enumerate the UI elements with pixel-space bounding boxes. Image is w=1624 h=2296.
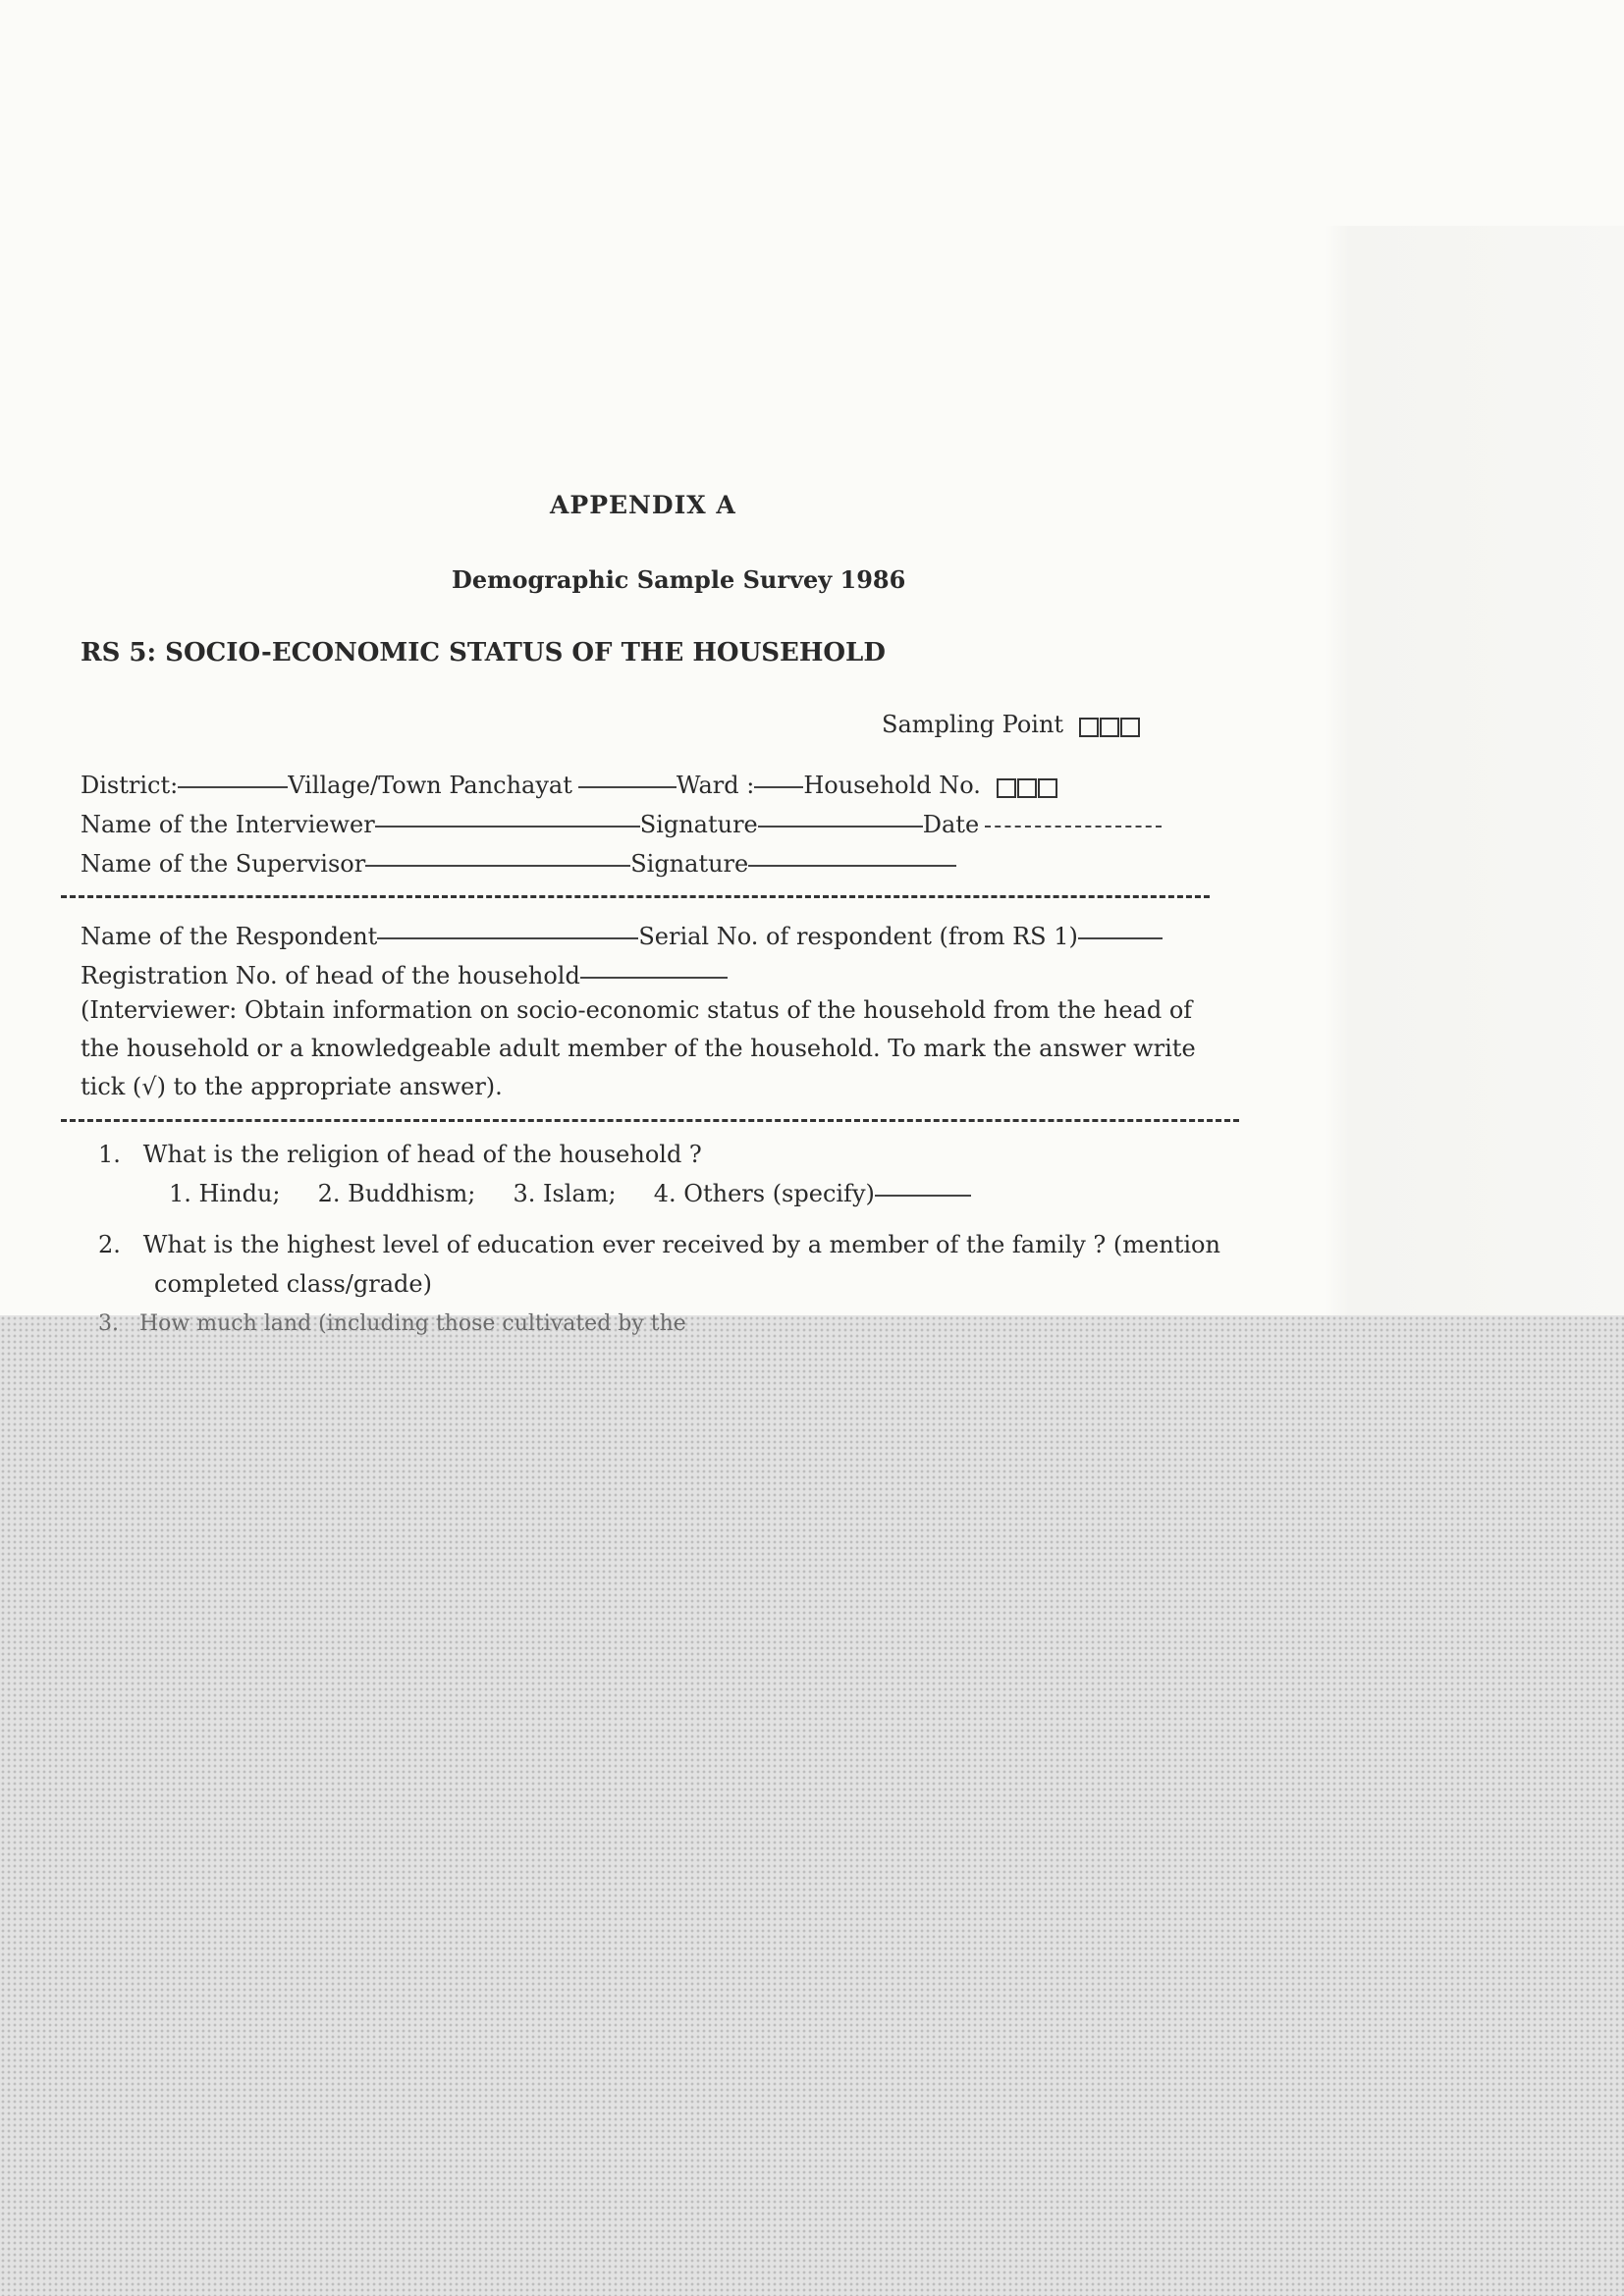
divider-1 <box>61 895 1210 898</box>
location-row <box>81 772 1058 801</box>
question-2-number: 2. <box>98 1231 121 1258</box>
question-1-number: 1. <box>98 1141 121 1168</box>
date-label: Date <box>922 811 980 838</box>
village-town-label: Village/Town Panchayat <box>288 772 572 799</box>
registration-label: Registration No. of head of the household <box>81 962 580 989</box>
option-islam: 3. Islam; <box>513 1180 617 1207</box>
divider-2 <box>61 1119 1239 1122</box>
question-2-text: What is the highest level of education ever received by a member of the family ? (mention <box>142 1231 1220 1258</box>
interviewer-signature-label: Signature <box>639 811 758 838</box>
interviewer-row <box>81 811 1162 838</box>
sampling-point-boxes <box>1079 713 1141 740</box>
appendix-heading: APPENDIX A <box>550 491 736 519</box>
respondent-label: Name of the Respondent <box>81 923 378 950</box>
option-buddhism: 2. Buddhism; <box>317 1180 476 1207</box>
section-title: RS 5: SOCIO-ECONOMIC STATUS OF THE HOUSEHOLD <box>81 638 886 667</box>
interviewer-label: Name of the Interviewer <box>81 811 375 838</box>
sampling-point-field <box>882 711 1141 740</box>
question-3-text: How much land (including those cultivated by the <box>138 1311 686 1336</box>
question-1-text: What is the religion of head of the household ? <box>142 1141 702 1168</box>
question-2-continued: completed class/grade) <box>154 1270 432 1298</box>
option-hindu: 1. Hindu; <box>169 1180 281 1207</box>
question-1-options <box>169 1180 971 1207</box>
sampling-point-label: Sampling Point <box>882 711 1064 738</box>
scan-edge-shadow <box>1326 226 1624 1315</box>
interviewer-instructions: (Interviewer: Obtain information on socio-economic status of the household from the head of the household or a knowledgeable adult member of the household. To mark the answer write tick (√) to the appropriate answer). <box>81 996 1196 1100</box>
supervisor-row <box>81 850 956 878</box>
household-no-label: Household No. <box>803 772 981 799</box>
respondent-row <box>81 923 1163 950</box>
question-3-cutoff <box>98 1311 686 1336</box>
question-1 <box>98 1141 702 1168</box>
registration-row <box>81 962 728 989</box>
option-others: 4. Others (specify) <box>653 1180 875 1207</box>
survey-title: Demographic Sample Survey 1986 <box>452 565 906 594</box>
household-no-boxes <box>997 774 1058 801</box>
supervisor-signature-label: Signature <box>630 850 749 878</box>
ward-label: Ward : <box>676 772 755 799</box>
serial-no-label: Serial No. of respondent (from RS 1) <box>638 923 1078 950</box>
question-3-number: 3. <box>98 1311 119 1336</box>
question-2 <box>98 1231 1220 1258</box>
district-label: District: <box>81 772 179 799</box>
supervisor-label: Name of the Supervisor <box>81 850 366 878</box>
unscanned-area <box>0 1315 1624 2296</box>
